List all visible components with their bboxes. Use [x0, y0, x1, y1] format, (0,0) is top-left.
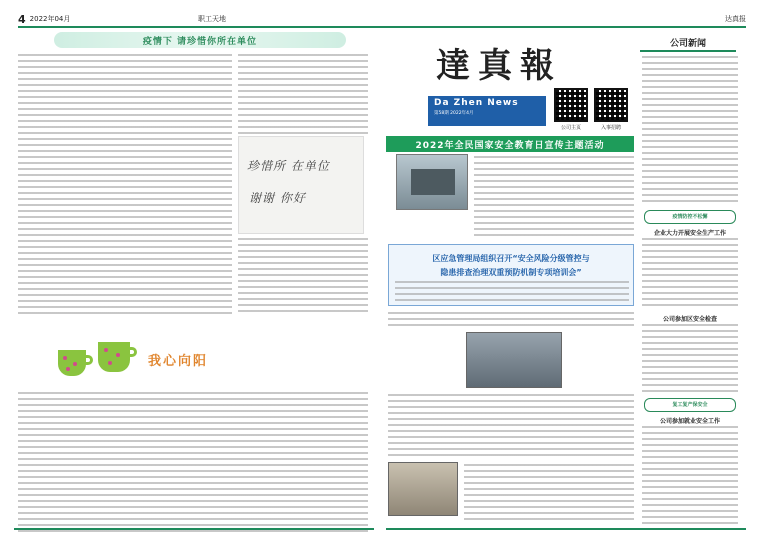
- section-title: 公司新闻: [640, 36, 736, 52]
- sidebar-text-block: [642, 56, 738, 206]
- qr-label: 入事招聘: [600, 125, 621, 131]
- article-text-block: [238, 238, 368, 316]
- left-page: [14, 32, 374, 537]
- masthead-name: Da Zhen News: [434, 98, 519, 108]
- sidebar-text-block: [642, 426, 738, 524]
- section-name: 职工天地: [198, 15, 226, 23]
- left-banner-title: 疫情下 请珍惜你所在单位: [142, 36, 258, 47]
- edition-name: 达真报: [725, 15, 746, 23]
- article-text-block: [388, 394, 634, 458]
- article-text-block: [474, 156, 634, 238]
- training-notice: [388, 244, 634, 306]
- news-photo: [396, 154, 468, 210]
- newspaper-logo: 達真報: [436, 46, 562, 86]
- article-text-block: [18, 392, 368, 532]
- sidebar-banner: 疫情防控不松懈: [644, 210, 736, 224]
- activity-banner-title: 2022年全民国家安全教育日宣传主题活动: [415, 140, 605, 151]
- cup-icon: [98, 342, 130, 372]
- calligraphy-text: 珍惜所 在单位: [247, 159, 330, 173]
- sidebar-headline: 公司参加就业安全工作: [659, 418, 720, 425]
- article-text-block: [238, 54, 368, 134]
- left-banner: [54, 32, 346, 48]
- calligraphy-text: 谢谢 你好: [249, 191, 306, 205]
- feature-title: 我心向阳: [148, 354, 209, 369]
- sidebar-text-block: [642, 324, 738, 394]
- article-text-block: [18, 54, 232, 316]
- notice-title: 隐患排查治理双重预防机制专项培训会”: [440, 268, 582, 277]
- masthead-issue: 第58期 2022年4月: [434, 111, 474, 116]
- left-footer-rule: [14, 528, 374, 538]
- article-text-block: [395, 281, 629, 303]
- right-footer-rule: [386, 528, 746, 538]
- sidebar-headline: 企业大力开展安全生产工作: [653, 230, 726, 237]
- qr-label: 公司主页: [560, 125, 581, 131]
- sidebar-text-block: [642, 238, 738, 308]
- activity-banner: [386, 136, 634, 152]
- masthead: [428, 96, 546, 126]
- news-photo: [388, 462, 458, 516]
- notice-title: 区应急管理局组织召开“安全风险分级管控与: [432, 254, 590, 263]
- qr-code-icon[interactable]: [554, 88, 588, 122]
- article-text-block: [388, 312, 634, 330]
- cup-icon: [58, 350, 86, 376]
- news-photo: [466, 332, 562, 388]
- qr-code-icon[interactable]: [594, 88, 628, 122]
- sidebar-headline: 公司参加区安全检查: [662, 316, 717, 323]
- sidebar-banner: 复工复产保安全: [644, 398, 736, 412]
- issue-date: 2022年04月: [29, 15, 71, 23]
- right-page: [386, 32, 746, 537]
- page-number: 4: [18, 12, 26, 26]
- top-header: [18, 12, 746, 28]
- article-text-block: [464, 464, 634, 524]
- calligraphy-image: [238, 136, 364, 234]
